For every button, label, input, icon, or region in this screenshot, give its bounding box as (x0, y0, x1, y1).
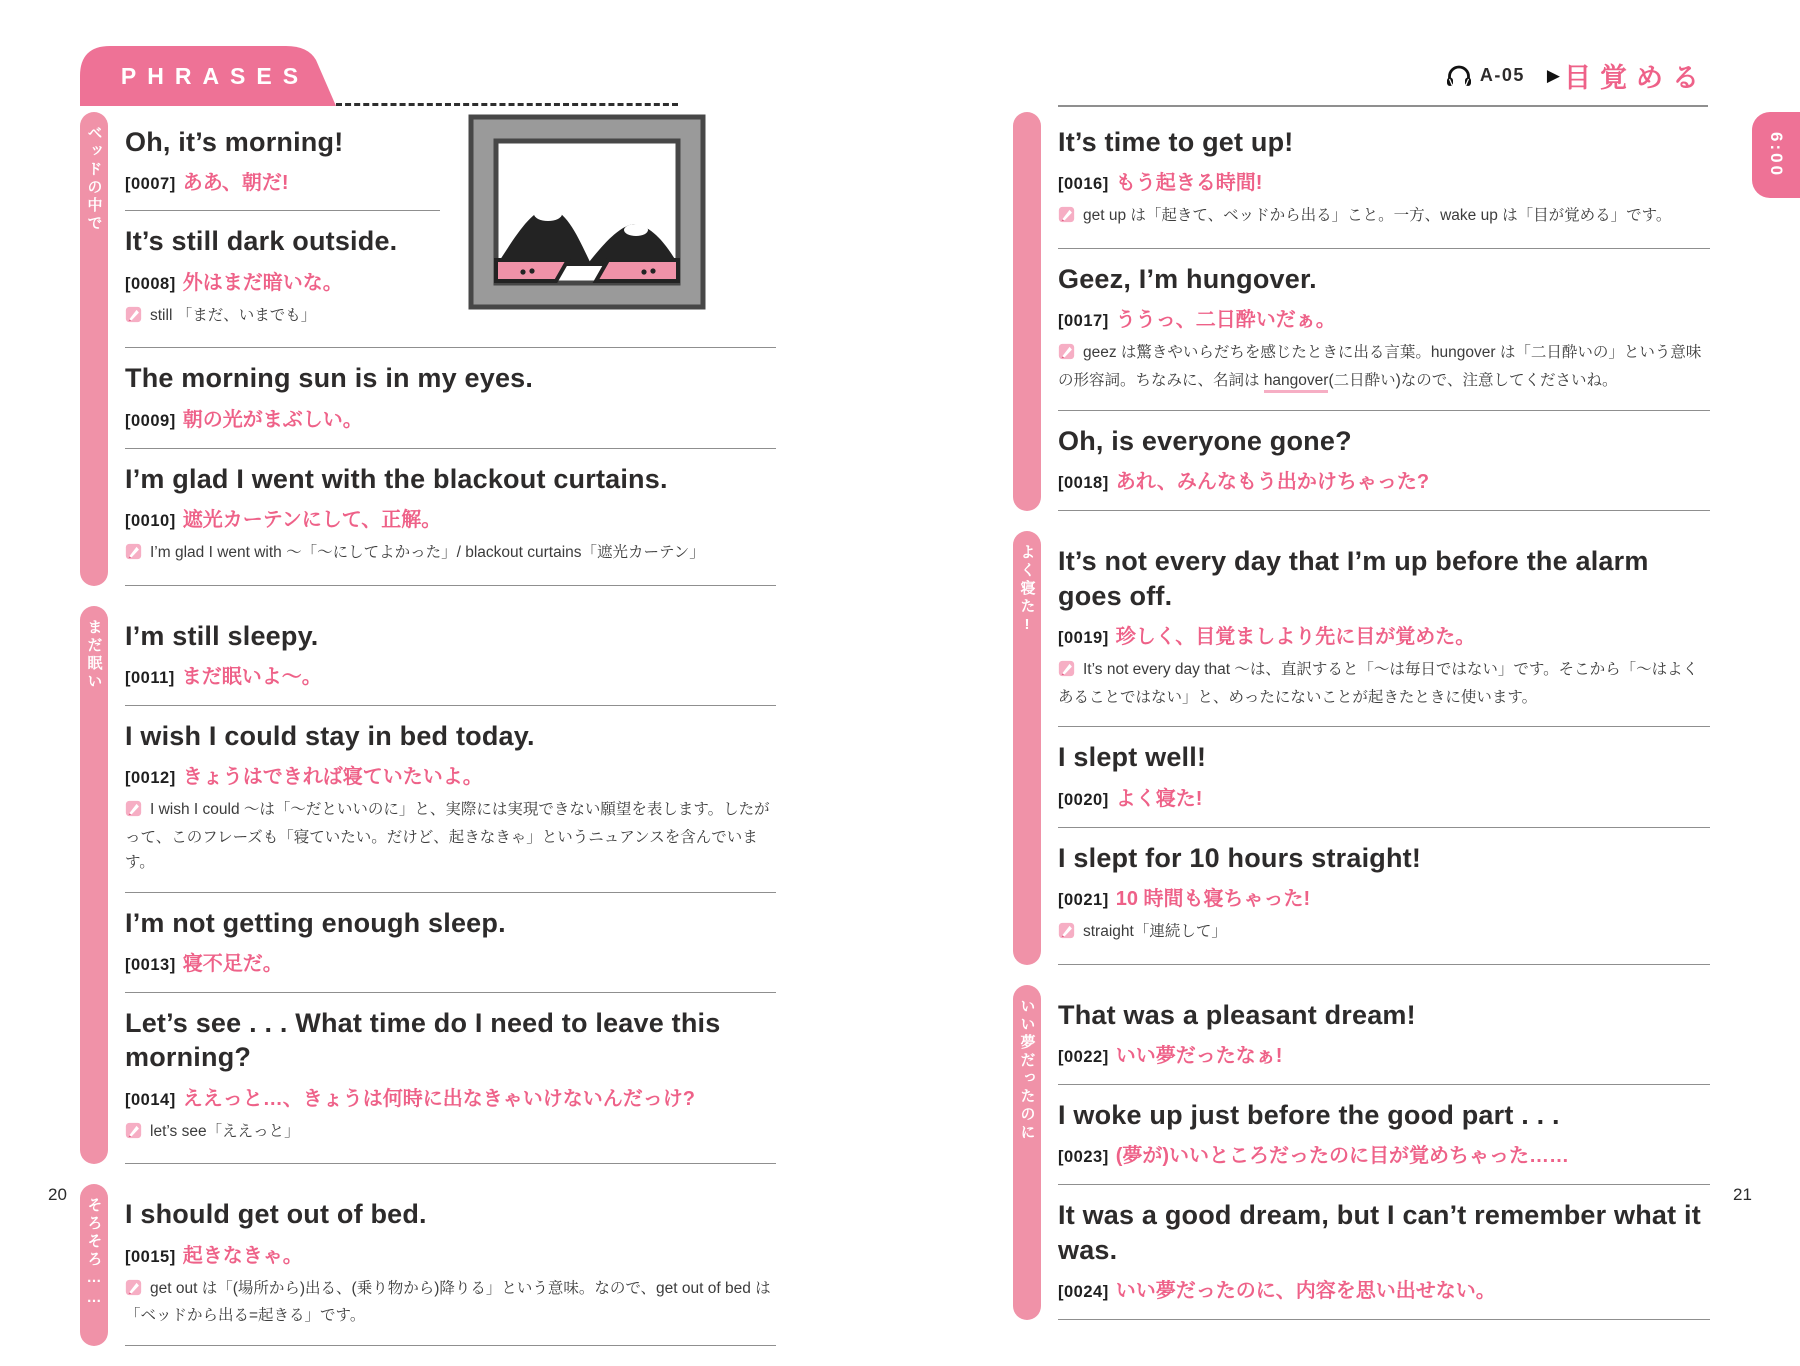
phrase-english: I wish I could stay in bed today. (125, 721, 535, 751)
phrase-note: straight「連続して」 (1058, 920, 1710, 948)
phrase-japanese: あれ、みんなもう出かけちゃった? (1115, 471, 1430, 494)
phrase-number: [0015] (125, 1247, 176, 1266)
play-icon: ▶ (1546, 65, 1560, 85)
section-about-time (80, 1184, 776, 1346)
underlined-word: hangover (1264, 372, 1329, 393)
phrase-entry (125, 993, 776, 1164)
phrase-japanese: よく寝た! (1115, 787, 1203, 810)
section-label-bar (1013, 112, 1041, 511)
phrase-english: It was a good dream, but I can’t remember what it was. (1058, 1200, 1701, 1265)
phrases-banner (80, 46, 336, 106)
section-label-bar (80, 112, 108, 586)
headphones-icon (1446, 65, 1472, 87)
phrase-entry (125, 112, 776, 211)
phrase-japanese: ううっ、二日酔いだぁ。 (1115, 309, 1336, 332)
section-good-dream (1013, 985, 1710, 1320)
phrase-number: [0021] (1058, 890, 1109, 909)
section-getting-up (1013, 112, 1710, 511)
left-page-content (80, 112, 776, 1366)
pencil-icon (1058, 660, 1075, 686)
phrase-entry (1058, 727, 1710, 827)
phrase-note: I’m glad I went with 〜「〜にしてよかった」/ blackout curtains「遮光カーテン」 (125, 541, 776, 569)
phrase-entry (1058, 1185, 1710, 1320)
phrase-japanese: もう起きる時間! (1115, 172, 1263, 195)
time-tab: 6:00 (1752, 112, 1800, 198)
page-number-right: 21 (1733, 1185, 1752, 1204)
phrase-english: I slept for 10 hours straight! (1058, 842, 1422, 873)
section-label-bar (80, 606, 108, 1165)
dashed-divider (336, 103, 678, 106)
section-label-bar (1013, 985, 1041, 1320)
section-label: いい夢だったのに (1018, 997, 1036, 1142)
phrase-note: It’s not every day that 〜は、直訳すると「〜は毎日ではない」です。そこから「〜はよくあることではない」と、めったにないことが起きたときに使います。 (1058, 660, 1699, 706)
phrase-entry (1058, 112, 1710, 249)
phrase-entry (125, 449, 776, 586)
pencil-icon (1058, 922, 1075, 948)
phrase-japanese: いい夢だったなぁ! (1115, 1045, 1283, 1068)
phrase-number: [0022] (1058, 1048, 1109, 1067)
phrase-number: [0013] (125, 955, 176, 974)
phrase-english: I’m still sleepy. (125, 620, 319, 651)
section-label-bar (80, 1184, 108, 1346)
section-label-bar (1013, 531, 1041, 965)
phrase-number: [0018] (1058, 474, 1109, 493)
phrase-entry (1058, 985, 1710, 1085)
section-slept-well (1013, 531, 1710, 965)
phrase-english: The morning sun is in my eyes. (125, 363, 534, 394)
phrase-entry (125, 1184, 776, 1346)
pencil-icon (125, 1122, 142, 1148)
phrase-english: I’m glad I went with the blackout curtains. (125, 463, 668, 494)
phrase-japanese: 寝不足だ。 (182, 952, 283, 975)
phrase-english: I’m not getting enough sleep. (125, 907, 506, 938)
phrase-number: [0024] (1058, 1282, 1109, 1301)
phrase-number: [0011] (125, 669, 175, 687)
banner-title: PHRASES (120, 62, 310, 89)
phrase-note: get out は「(場所から)出る、(乗り物から)降りる」という意味。なので、get out of bed は「ベッドから出る=起きる」です。 (125, 1279, 771, 1325)
phrase-japanese: 朝の光がまぶしい。 (182, 408, 363, 431)
section-label: ベッドの中で (85, 125, 103, 233)
phrase-note: let’s see「ええっと」 (125, 1120, 776, 1148)
phrase-number: [0023] (1058, 1148, 1109, 1167)
phrase-japanese: 外はまだ暗いな。 (182, 271, 343, 294)
phrase-japanese: 10 時間も寝ちゃった! (1115, 887, 1311, 910)
phrase-entry (125, 348, 776, 448)
page-number-left: 20 (48, 1185, 67, 1204)
phrase-number: [0016] (1058, 175, 1109, 194)
phrase-number: [0007] (125, 175, 176, 194)
phrase-english: It’s not every day that I’m up before the alarm goes off. (1058, 546, 1649, 611)
phrase-japanese: 珍しく、目覚ましより先に目が覚めた。 (1115, 625, 1476, 648)
phrase-japanese: ええっと…、きょうは何時に出なきゃいけないんだっけ? (182, 1087, 695, 1110)
section-label: まだ眠い (85, 618, 103, 691)
phrase-japanese: ああ、朝だ! (182, 172, 289, 195)
section-in-bed (80, 112, 776, 586)
phrase-english: It’s still dark outside. (125, 226, 398, 257)
phrase-entry (125, 606, 776, 706)
phrase-number: [0008] (125, 274, 176, 293)
phrase-english: Geez, I’m hungover. (1058, 264, 1317, 295)
pencil-icon (1058, 343, 1075, 369)
phrase-number: [0012] (125, 769, 176, 788)
phrase-english: I should get out of bed. (125, 1199, 427, 1230)
phrase-japanese: いい夢だったのに、内容を思い出せない。 (1115, 1279, 1496, 1302)
phrase-note: get up は「起きて、ベッドから出る」こと。一方、wake up は「目が覚める」です。 (1058, 204, 1710, 232)
phrase-english: It’s time to get up! (1058, 127, 1294, 157)
phrase-entry (1058, 828, 1710, 965)
phrase-english: Oh, it’s morning! (125, 127, 344, 157)
pencil-icon (1058, 206, 1075, 232)
audio-track-label: A-05 (1479, 65, 1525, 85)
phrase-number: [0014] (125, 1090, 176, 1109)
phrase-japanese: きょうはできれば寝ていたいよ。 (182, 766, 483, 789)
phrase-english: Oh, is everyone gone? (1058, 425, 1352, 456)
phrase-japanese: まだ眠いよ〜。 (181, 666, 322, 688)
phrase-number: [0017] (1058, 312, 1109, 331)
phrase-entry (1058, 249, 1710, 411)
topic-title: 目覚める (1564, 63, 1708, 93)
phrase-number: [0010] (125, 511, 176, 530)
phrase-english: That was a pleasant dream! (1058, 999, 1416, 1030)
phrase-japanese: 起きなきゃ。 (182, 1244, 303, 1267)
right-page-header (1058, 56, 1708, 107)
pencil-icon (125, 543, 142, 569)
phrase-english: Let’s see . . . What time do I need to leave this morning? (125, 1007, 721, 1073)
phrase-english: I slept well! (1058, 742, 1207, 773)
section-label: そろそろ…… (85, 1197, 103, 1310)
phrase-japanese: 遮光カーテンにして、正解。 (182, 508, 442, 531)
phrase-entry (1058, 1085, 1710, 1185)
phrase-entry (125, 211, 776, 348)
phrase-entry (125, 893, 776, 993)
phrase-number: [0019] (1058, 628, 1109, 647)
phrase-note: still 「まだ、いまでも」 (125, 304, 776, 332)
phrase-english: I woke up just before the good part . . . (1058, 1100, 1560, 1131)
pencil-icon (125, 800, 142, 826)
section-label: よく寝た! (1018, 544, 1036, 637)
phrase-note: geez は驚きやいらだちを感じたときに出る言葉。hungover は「二日酔いの」という意味の形容詞。ちなみに、名詞は hangover(二日酔い)なので、注意してくださいね。 (1058, 341, 1710, 394)
section-still-sleepy (80, 606, 776, 1165)
phrase-japanese: (夢が)いいところだったのに目が覚めちゃった…… (1115, 1145, 1570, 1168)
phrase-entry (125, 706, 776, 893)
pencil-icon (125, 1279, 142, 1305)
phrase-entry (1058, 531, 1710, 727)
phrase-note: I wish I could 〜は「〜だといいのに」と、実際には実現できない願望を表します。したがって、このフレーズも「寝ていたい。だけど、起きなきゃ」というニュアンスを含んでいます。 (125, 801, 770, 871)
right-page-content (1013, 112, 1710, 1340)
phrase-entry (1058, 411, 1710, 511)
pencil-icon (125, 306, 142, 332)
phrase-number: [0009] (125, 411, 176, 430)
phrase-number: [0020] (1058, 790, 1109, 809)
